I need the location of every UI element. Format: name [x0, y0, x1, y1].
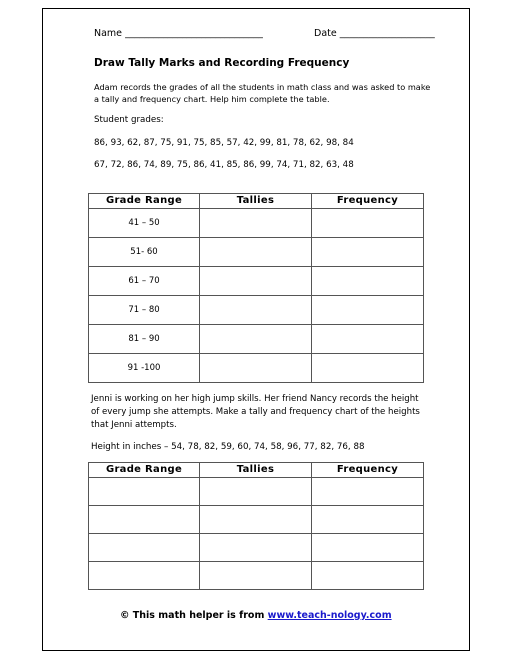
worksheet-title: Draw Tally Marks and Recording Frequency: [94, 57, 350, 69]
frequency-cell[interactable]: [312, 238, 424, 267]
frequency-cell[interactable]: [312, 506, 424, 534]
height-tally-table: [88, 462, 424, 590]
table-row: [89, 325, 424, 354]
footer-credit: [120, 610, 392, 622]
header-frequency: Frequency: [312, 463, 424, 478]
grade-range-cell: 81 – 90: [89, 325, 200, 354]
tallies-cell[interactable]: [200, 296, 312, 325]
date-label: Date: [314, 28, 337, 39]
frequency-cell[interactable]: [312, 562, 424, 590]
problem2-text: Jenni is working on her high jump skills. Her friend Nancy records the height of every jump she attempts. Make a tally and frequency chart of the heights that Jenni attempts.: [91, 394, 420, 430]
tallies-cell[interactable]: [200, 478, 312, 506]
header-tallies: Tallies: [200, 194, 312, 209]
tallies-cell[interactable]: [200, 238, 312, 267]
name-label: Name: [94, 28, 123, 39]
table-row: [89, 534, 424, 562]
grades-line-1: 86, 93, 62, 87, 75, 91, 75, 85, 57, 42, 99, 81, 78, 62, 98, 84: [94, 138, 354, 148]
grades-line-2: 67, 72, 86, 74, 89, 75, 86, 41, 85, 86, 99, 74, 71, 82, 63, 48: [94, 160, 354, 170]
teach-nology-link[interactable]: www.teach-nology.com: [267, 610, 392, 621]
tallies-cell[interactable]: [200, 354, 312, 383]
name-field: [94, 28, 263, 40]
tallies-cell[interactable]: [200, 534, 312, 562]
tallies-cell[interactable]: [200, 267, 312, 296]
frequency-cell[interactable]: [312, 325, 424, 354]
tallies-cell[interactable]: [200, 506, 312, 534]
table-row: [89, 296, 424, 325]
tallies-cell[interactable]: [200, 325, 312, 354]
grade-range-cell: 61 – 70: [89, 267, 200, 296]
header-grade-range: Grade Range: [89, 194, 200, 209]
tallies-cell[interactable]: [200, 209, 312, 238]
table-header-row: [89, 463, 424, 478]
grade-range-cell: 71 – 80: [89, 296, 200, 325]
frequency-cell[interactable]: [312, 267, 424, 296]
frequency-cell[interactable]: [312, 478, 424, 506]
table-row: [89, 238, 424, 267]
tallies-cell[interactable]: [200, 562, 312, 590]
grade-tally-table: [88, 193, 424, 383]
range-cell[interactable]: [89, 534, 200, 562]
heights-line: Height in inches – 54, 78, 82, 59, 60, 74, 58, 96, 77, 82, 76, 88: [91, 442, 365, 452]
range-cell[interactable]: [89, 506, 200, 534]
header-grade-range: Grade Range: [89, 463, 200, 478]
date-field: [314, 28, 435, 40]
table-row: [89, 354, 424, 383]
grade-range-cell: 41 – 50: [89, 209, 200, 238]
frequency-cell[interactable]: [312, 354, 424, 383]
grade-range-cell: 51- 60: [89, 238, 200, 267]
range-cell[interactable]: [89, 562, 200, 590]
table-row: [89, 267, 424, 296]
table-row: [89, 562, 424, 590]
grades-label: Student grades:: [94, 115, 164, 125]
header-tallies: Tallies: [200, 463, 312, 478]
header-frequency: Frequency: [312, 194, 424, 209]
frequency-cell[interactable]: [312, 209, 424, 238]
name-blank-line: _____________________________: [125, 28, 263, 39]
footer-prefix: © This math helper is from: [120, 610, 265, 621]
table-row: [89, 506, 424, 534]
table-row: [89, 478, 424, 506]
date-blank-line: ____________________: [339, 28, 435, 39]
frequency-cell[interactable]: [312, 296, 424, 325]
range-cell[interactable]: [89, 478, 200, 506]
table-row: [89, 209, 424, 238]
frequency-cell[interactable]: [312, 534, 424, 562]
grade-range-cell: 91 -100: [89, 354, 200, 383]
table-header-row: [89, 194, 424, 209]
problem1-text: Adam records the grades of all the students in math class and was asked to make a tally and frequency chart. Help him complete the table.: [94, 82, 431, 104]
